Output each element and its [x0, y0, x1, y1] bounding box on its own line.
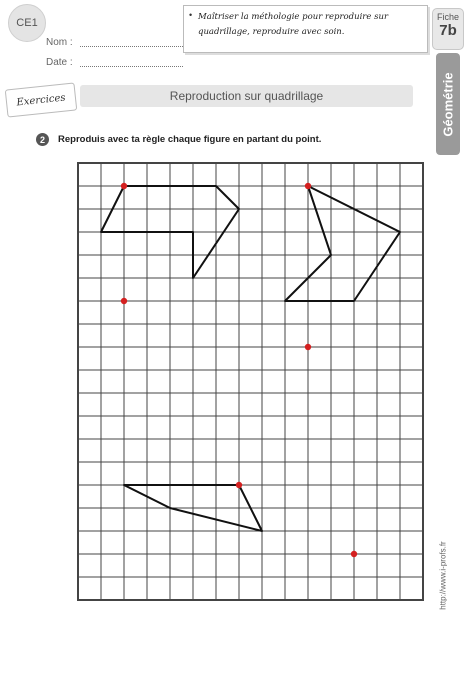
start-point-2	[305, 183, 311, 189]
level-label: CE1	[16, 17, 38, 29]
exercise-instruction: Reproduis avec ta règle chaque figure en partant du point.	[58, 134, 322, 145]
site-credit	[436, 530, 450, 620]
fiche-label: Fiche	[436, 12, 459, 22]
grid-border	[78, 163, 423, 600]
model-figures	[101, 186, 400, 531]
name-label: Nom :	[46, 37, 73, 48]
grid-lines	[78, 163, 423, 600]
start-point-4	[305, 344, 311, 350]
site-url: http://www.i-profs.fr	[438, 540, 448, 610]
figure-top-right	[285, 186, 400, 301]
objective-text: Maîtriser la méthologie pour reproduire sur quadrillage, reproduire avec soin.	[198, 12, 389, 37]
fiche-number: 7b	[439, 22, 457, 39]
start-point-6	[351, 551, 357, 557]
objective-bullet: •	[189, 10, 193, 20]
exercices-label-text: Exercices	[16, 91, 66, 109]
subject-label: Géométrie	[440, 71, 456, 137]
exercise-number-text: 2	[39, 134, 45, 145]
start-point-5	[236, 482, 242, 488]
start-point-3	[121, 298, 127, 304]
date-label: Date :	[46, 57, 73, 68]
start-point-1	[121, 183, 127, 189]
page-title: Reproduction sur quadrillage	[169, 89, 324, 103]
